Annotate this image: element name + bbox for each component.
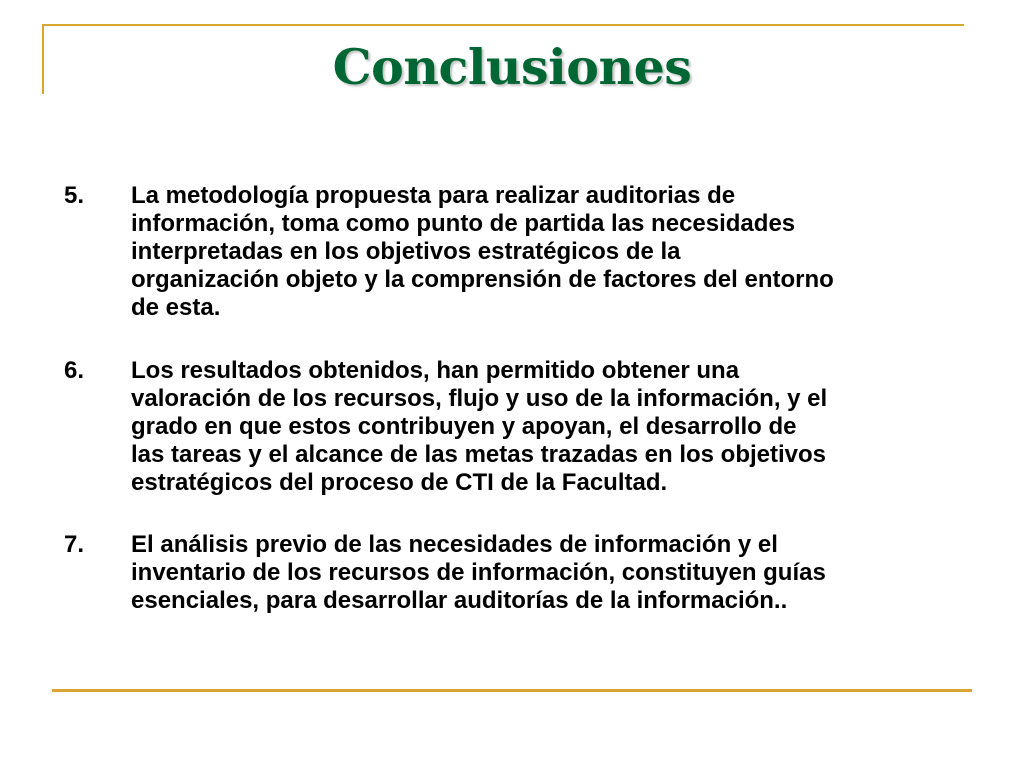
list-item-line: de esta. bbox=[131, 294, 221, 321]
list-item-line: estratégicos del proceso de CTI de la Facultad. bbox=[131, 469, 668, 496]
list-item-line: interpretadas en los objetivos estratégicos de la bbox=[131, 238, 681, 265]
list-item-line: El análisis previo de las necesidades de información y el bbox=[131, 531, 778, 558]
list-item bbox=[64, 182, 974, 322]
bottom-accent-line bbox=[52, 689, 972, 692]
list-item-line: información, toma como punto de partida las necesidades bbox=[131, 210, 796, 237]
slide-title: Conclusiones bbox=[332, 38, 692, 96]
list-item-number: 7. bbox=[64, 531, 85, 558]
list-item-line: La metodología propuesta para realizar auditorias de bbox=[131, 182, 736, 209]
list-item-line: las tareas y el alcance de las metas trazadas en los objetivos bbox=[131, 441, 827, 468]
list-item-line: inventario de los recursos de información, constituyen guías bbox=[131, 559, 826, 586]
list-item-number: 6. bbox=[64, 357, 85, 384]
list-item-line: organización objeto y la comprensión de factores del entorno bbox=[131, 266, 834, 293]
list-item bbox=[64, 357, 974, 497]
list-item-line: esenciales, para desarrollar auditorías de la información.. bbox=[131, 587, 788, 614]
conclusions-list bbox=[64, 182, 974, 615]
list-item bbox=[64, 531, 974, 615]
list-item-line: Los resultados obtenidos, han permitido obtener una bbox=[131, 357, 740, 384]
list-item-line: grado en que estos contribuyen y apoyan, el desarrollo de bbox=[131, 413, 797, 440]
top-accent-line bbox=[42, 24, 964, 26]
list-item-number: 5. bbox=[64, 182, 85, 209]
list-item-line: valoración de los recursos, flujo y uso de la información, y el bbox=[131, 385, 828, 412]
